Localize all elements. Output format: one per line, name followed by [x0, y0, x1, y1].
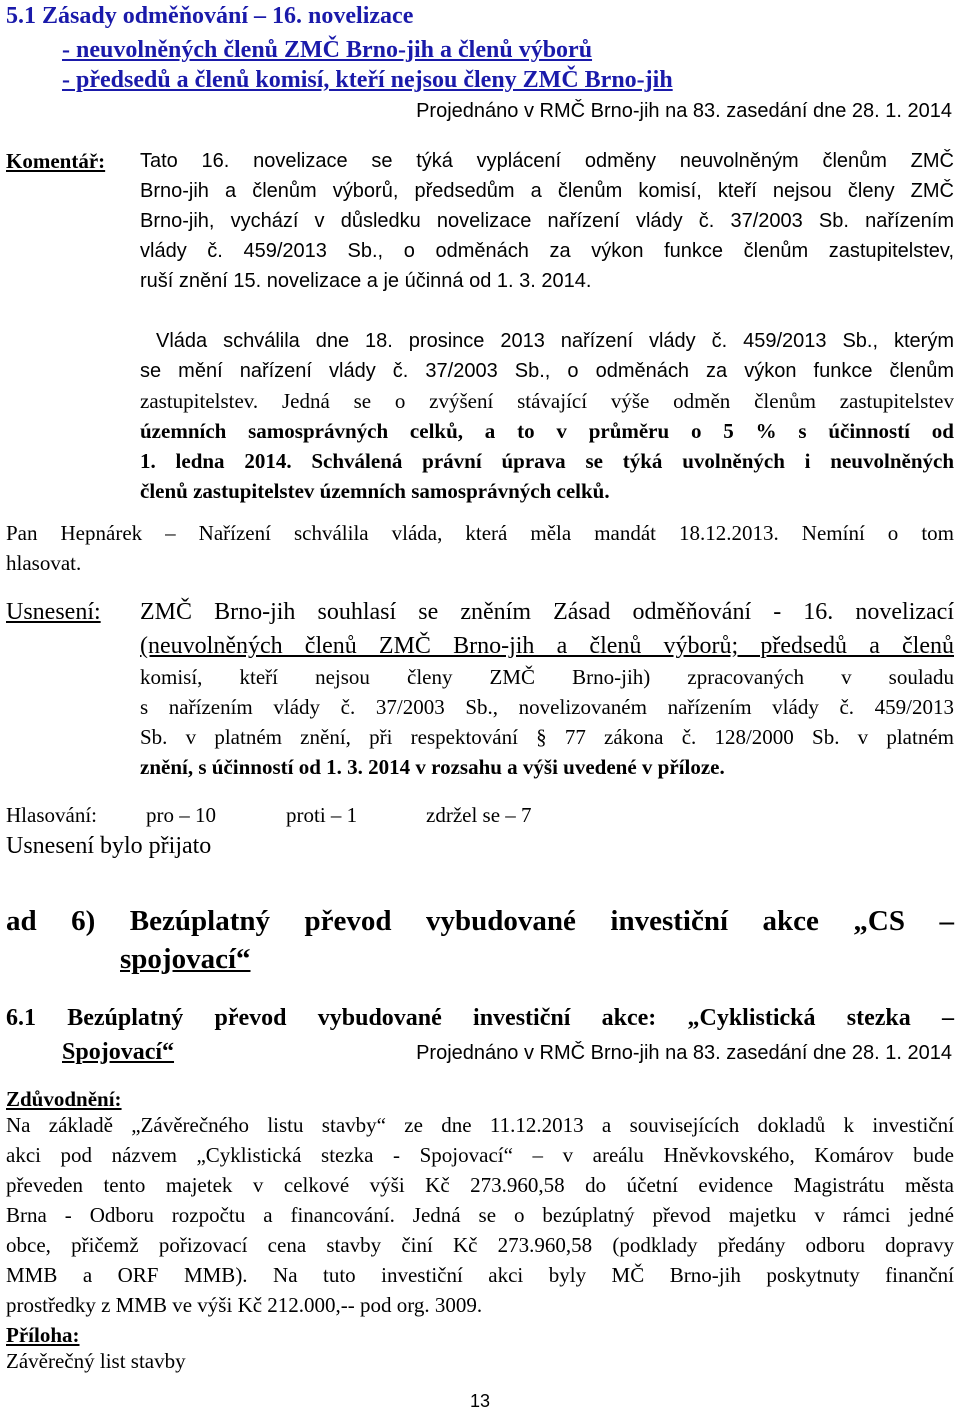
discussion-line-2: hlasovat. — [6, 551, 82, 575]
item-6-1-heading: 6.1 Bezúplatný převod vybudované investiční akce: „Cyklistická stezka – — [6, 1005, 954, 1031]
justification-line-7: prostředky z MMB ve výši Kč 212.000,-- pod org. 3009. — [6, 1293, 483, 1317]
page-number: 13 — [469, 1391, 491, 1411]
justification-line-3: převeden tento majetek v celkové výši Kč 273.960,58 do účetní evidence Magistrátu města — [6, 1173, 954, 1197]
government-line-3: zastupitelstev. Jedná se o zvýšení stávající výše odměn členům zastupitelstev — [140, 389, 954, 413]
discussed-note: Projednáno v RMČ Brno-jih na 83. zasedání dne 28. 1. 2014 — [416, 100, 952, 122]
attachment-label: Příloha: — [6, 1323, 80, 1347]
justification-line-4: Brna - Odboru rozpočtu a financování. Jedná se o bezúplatný převod majetku v rámci jedné — [6, 1203, 954, 1227]
justification-label: Zdůvodnění: — [6, 1087, 122, 1111]
resolution-line-5: Sb. v platném znění, při respektování § 77 zákona č. 128/2000 Sb. v platném — [140, 725, 954, 749]
resolution-line-2: (neuvolněných členů ZMČ Brno-jih a členů výborů; předsedů a členů — [140, 633, 954, 659]
voting-abstain: zdržel se – 7 — [426, 803, 532, 827]
voting-against: proti – 1 — [286, 803, 358, 827]
justification-line-2: akci pod názvem „Cyklistická stezka - Spojovací“ – v areálu Hněvkovského, Komárov bude — [6, 1143, 954, 1167]
discussion-line-1: Pan Hepnárek – Nařízení schválila vláda, která měla mandát 18.12.2013. Nemíní o tom — [6, 521, 954, 545]
item-6-1-discussed: Projednáno v RMČ Brno-jih na 83. zasedání dne 28. 1. 2014 — [416, 1042, 952, 1064]
section-title: 5.1 Zásady odměňování – 16. novelizace — [6, 3, 414, 29]
comment-label: Komentář: — [6, 149, 106, 173]
agenda-6-heading: ad 6) Bezúplatný převod vybudované investiční akce „CS – — [6, 905, 954, 937]
government-line-1: Vláda schválila dne 18. prosince 2013 nařízení vlády č. 459/2013 Sb., kterým — [156, 330, 954, 352]
government-line-2: se mění nařízení vlády č. 37/2003 Sb., o odměnách za výkon funkce členům — [140, 360, 954, 382]
item-6-1-heading-cont: Spojovací“ — [62, 1039, 175, 1065]
government-line-6: členů zastupitelstev územních samosprávných celků. — [140, 479, 610, 503]
resolution-line-6: znění, s účinností od 1. 3. 2014 v rozsahu a výši uvedené v příloze. — [140, 755, 725, 779]
government-line-5: 1. ledna 2014. Schválená právní úprava se týká uvolněných i neuvolněných — [140, 449, 954, 473]
justification-line-6: MMB a ORF MMB). Na tuto investiční akci byly MČ Brno-jih poskytnuty finanční — [6, 1263, 954, 1287]
resolution-line-4: s nařízením vlády č. 37/2003 Sb., novelizovaném nařízením vlády č. 459/2013 — [140, 695, 954, 719]
section-subtitle-1: - neuvolněných členů ZMČ Brno-jih a členů výborů — [62, 37, 593, 63]
voting-result: Usnesení bylo přijato — [6, 833, 212, 859]
section-subtitle-2: - předsedů a členů komisí, kteří nejsou členy ZMČ Brno-jih — [62, 67, 673, 93]
comment-line-3: Brno-jih, vychází v důsledku novelizace nařízení vlády č. 37/2003 Sb. nařízením — [140, 210, 954, 232]
government-line-4: územních samosprávných celků, a to v průměru o 5 % s účinností od — [140, 419, 954, 443]
comment-line-2: Brno-jih a členům výborů, předsedům a členům komisí, kteří nejsou členy ZMČ — [140, 180, 954, 202]
comment-line-1: Tato 16. novelizace se týká vyplácení odměny neuvolněným členům ZMČ — [140, 150, 954, 172]
comment-line-5: ruší znění 15. novelizace a je účinná od 1. 3. 2014. — [140, 270, 592, 292]
justification-line-5: obce, přičemž pořizovací cena stavby činí Kč 273.960,58 (podklady předány odboru dopravy — [6, 1233, 954, 1257]
resolution-label: Usnesení: — [6, 599, 101, 625]
resolution-line-1: ZMČ Brno-jih souhlasí se zněním Zásad odměňování - 16. novelizací — [140, 599, 954, 625]
voting-for: pro – 10 — [146, 803, 216, 827]
attachment-item: Závěrečný list stavby — [6, 1349, 186, 1373]
voting-label: Hlasování: — [6, 803, 97, 827]
justification-line-1: Na základě „Závěrečného listu stavby“ ze dne 11.12.2013 a souvisejících dokladů k investiční — [6, 1113, 954, 1137]
agenda-6-heading-cont: spojovací“ — [120, 943, 251, 975]
resolution-line-3: komisí, kteří nejsou členy ZMČ Brno-jih) zpracovaných v souladu — [140, 665, 954, 689]
comment-line-4: vlády č. 459/2013 Sb., o odměnách za výkon funkce členům zastupitelstev, — [140, 240, 954, 262]
